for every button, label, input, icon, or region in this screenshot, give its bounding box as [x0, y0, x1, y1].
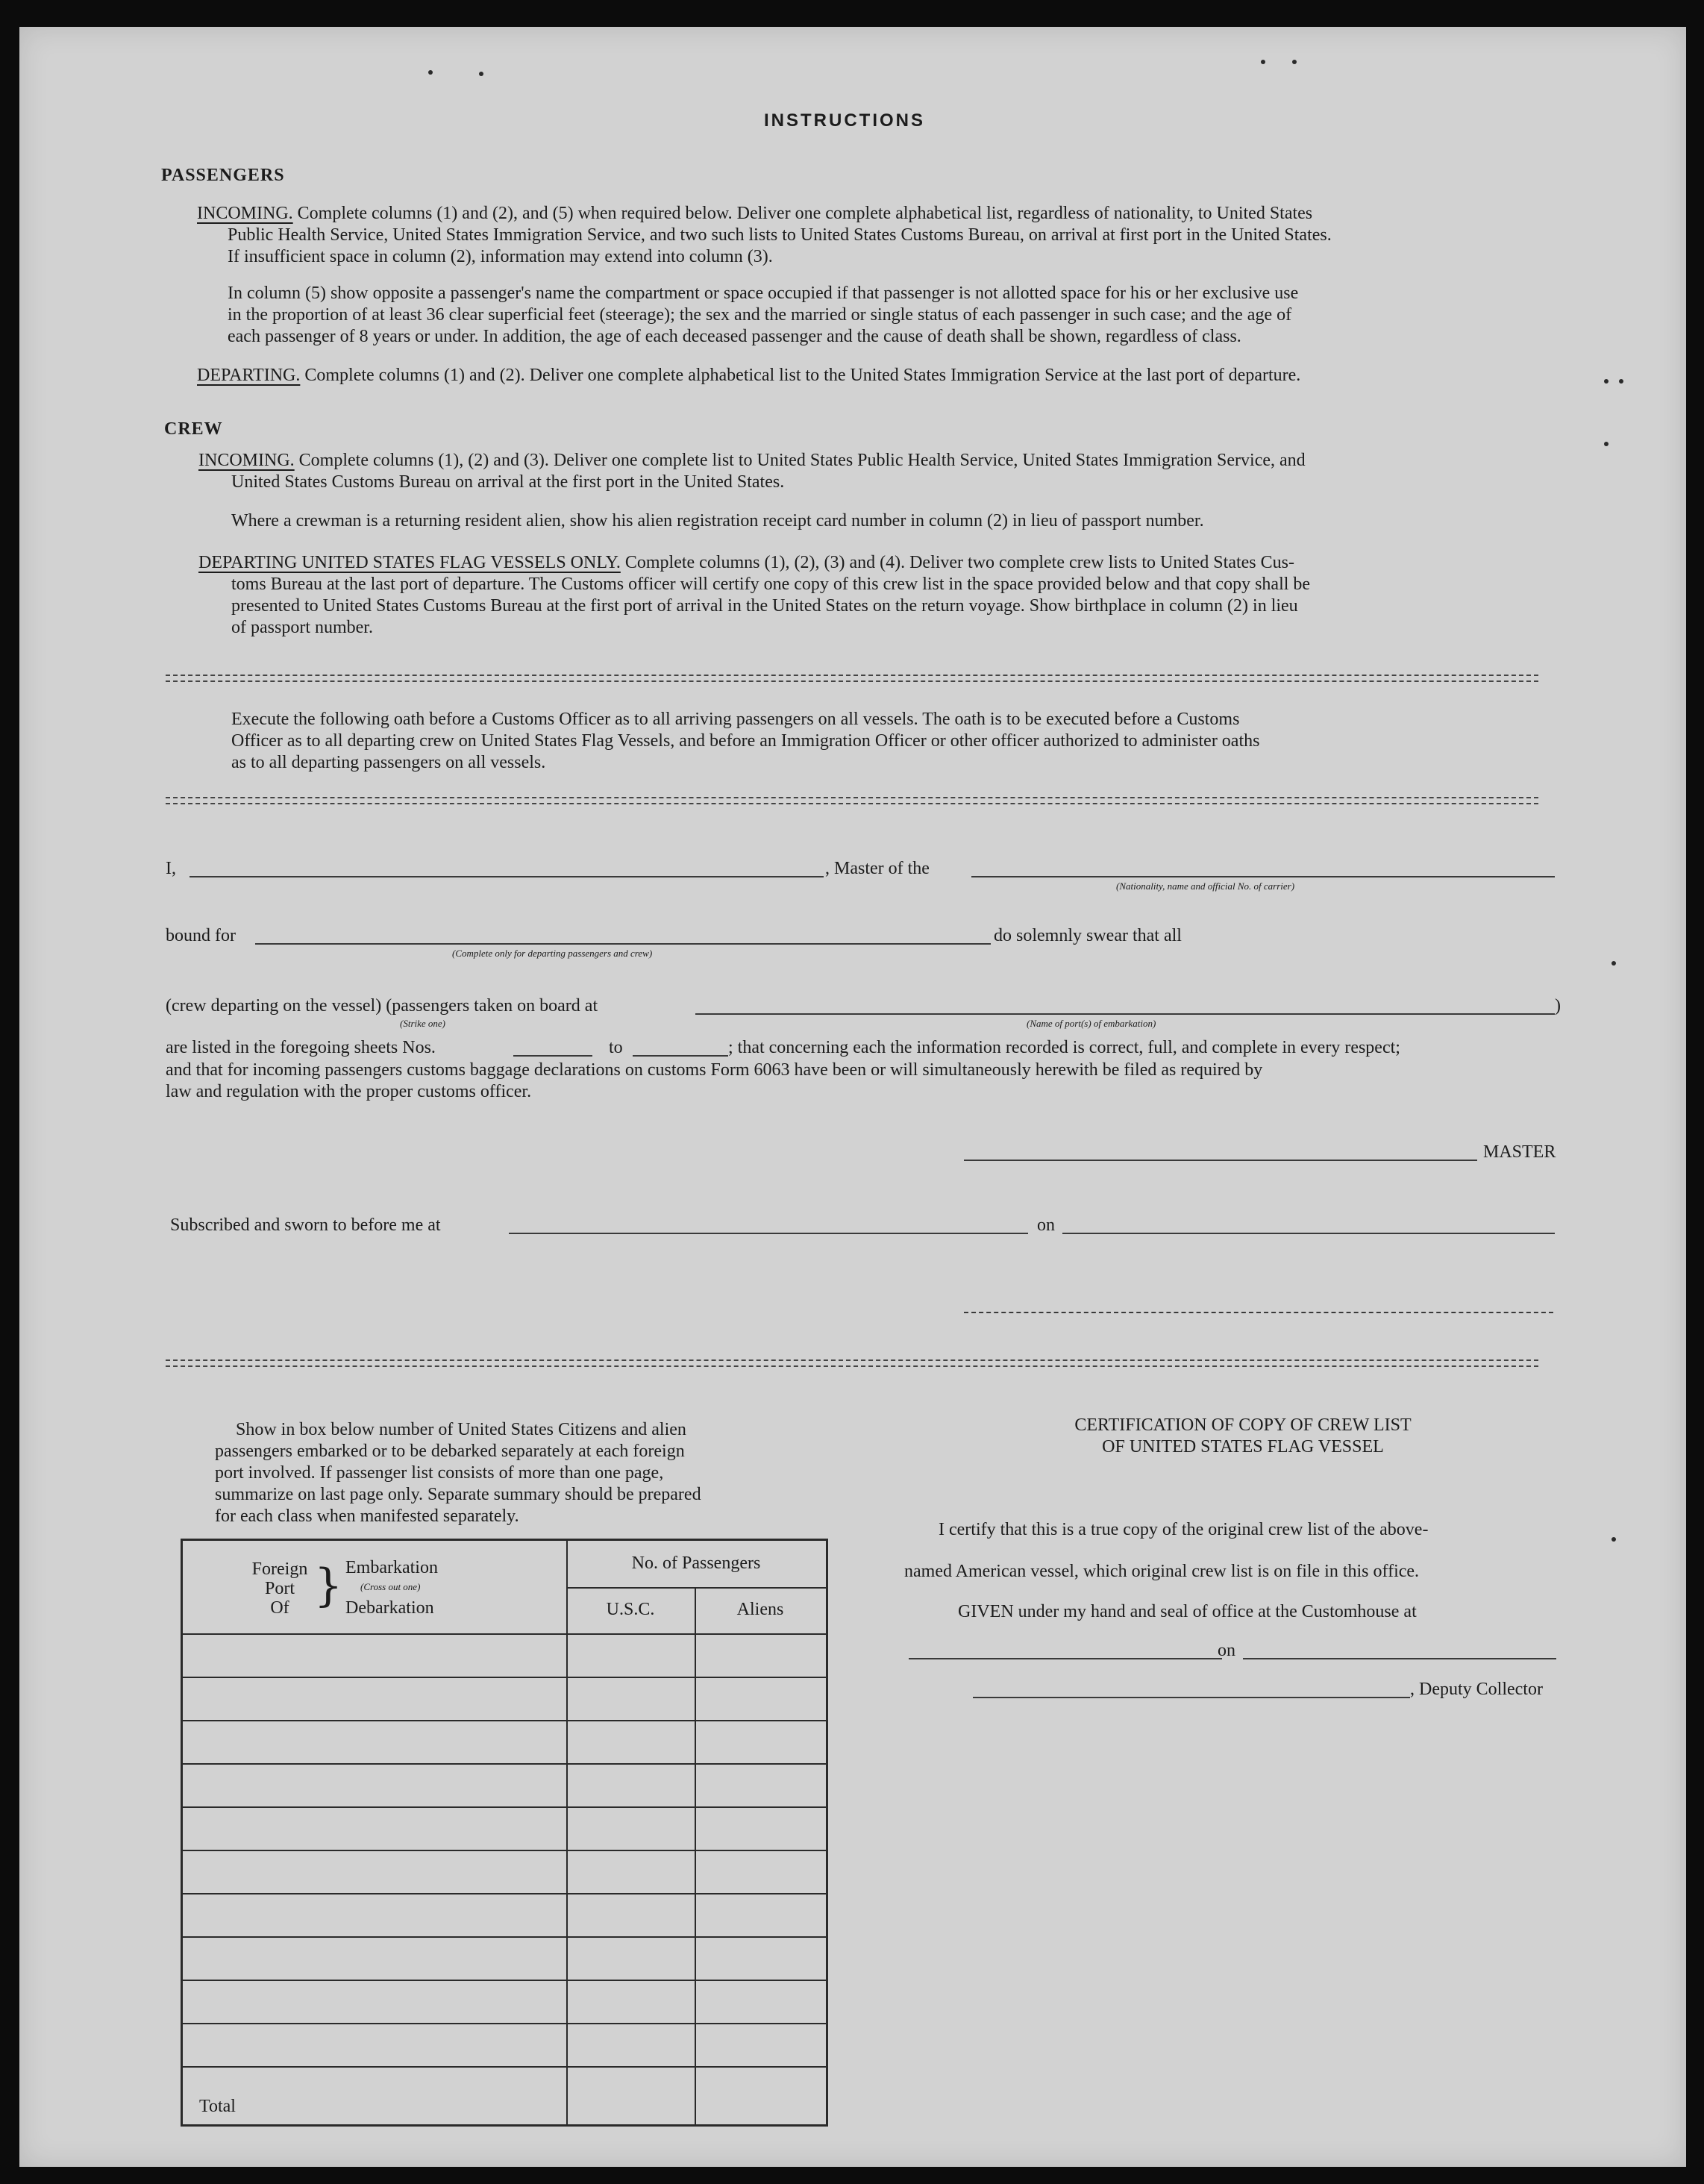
listed-line-1-rest: ; that concerning each the information recorded is correct, full, and complete in every respect;	[728, 1038, 1400, 1057]
certification-date-field[interactable]	[1243, 1658, 1556, 1659]
passengers-incoming-line-2: Public Health Service, United States Immigration Service, and two such lists to United States Customs Bureau, on arrival at first port in the United States.	[228, 225, 1332, 245]
carrier-note: (Nationality, name and official No. of carrier)	[1116, 880, 1295, 892]
scan-speck	[1619, 379, 1623, 384]
strike-note: (Strike one)	[400, 1018, 446, 1029]
table-row	[183, 1677, 826, 1678]
swear-label: do solemnly swear that all	[994, 926, 1182, 945]
oath-i-label: I,	[166, 859, 176, 878]
column5-line-1: In column (5) show opposite a passenger's name the compartment or space occupied if that passenger is not allotted space for his or her exclusive use	[228, 284, 1299, 303]
certification-line-3: GIVEN under my hand and seal of office at the Customhouse at	[958, 1602, 1417, 1621]
crew-departing-label-oath: (crew departing on the vessel) (passengers taken on board at	[166, 996, 598, 1016]
listed-sheets-label: are listed in the foregoing sheets Nos.	[166, 1038, 436, 1057]
certification-on-label: on	[1218, 1641, 1235, 1660]
column5-line-3: each passenger of 8 years or under. In addition, the age of each deceased passenger and the cause of death shall be shown, regardless of class.	[228, 327, 1241, 346]
close-paren: )	[1555, 996, 1561, 1016]
table-total-label: Total	[199, 2097, 236, 2116]
sworn-on-label: on	[1037, 1215, 1055, 1235]
table-row	[183, 1980, 826, 1981]
certification-title-2: OF UNITED STATES FLAG VESSEL	[1102, 1437, 1384, 1456]
passengers-departing-label: DEPARTING.	[197, 366, 301, 385]
bound-for-label: bound for	[166, 926, 236, 945]
carrier-field[interactable]	[971, 876, 1555, 877]
crew-departing-label: DEPARTING UNITED STATES FLAG VESSELS ONLY.	[198, 553, 621, 572]
section-separator	[166, 675, 1538, 682]
listed-to-label: to	[609, 1038, 623, 1057]
certification-title-1: CERTIFICATION OF COPY OF CREW LIST	[1074, 1415, 1412, 1435]
deputy-collector-signature-field[interactable]	[973, 1697, 1410, 1698]
table-row	[183, 1936, 826, 1938]
sheet-to-field[interactable]	[633, 1055, 728, 1057]
section-separator	[166, 1359, 1538, 1367]
oath-intro-line-3: as to all departing passengers on all vessels.	[231, 753, 546, 772]
header-debarkation: Debarkation	[345, 1598, 434, 1618]
crew-departing-line-3: presented to United States Customs Bureau at the first port of arrival in the United States on the return voyage. Show birthplace in column (2) in lieu	[231, 596, 1298, 616]
table-row	[183, 1850, 826, 1851]
scan-speck	[1611, 1537, 1616, 1542]
scan-speck	[479, 72, 483, 76]
table-column-divider	[695, 1587, 696, 2124]
bound-for-field[interactable]	[255, 943, 991, 945]
master-name-field[interactable]	[189, 876, 824, 877]
crew-section-title: CREW	[164, 419, 223, 439]
header-foreign: Foreign	[251, 1559, 308, 1579]
table-column-divider	[566, 1541, 568, 2124]
certification-line-2: named American vessel, which original crew list is on file in this office.	[904, 1562, 1420, 1581]
passengers-incoming-line-1: INCOMING. Complete columns (1) and (2), and (5) when required below. Deliver one complete alphabetical list, regardless of nationality, to United States	[197, 204, 1313, 223]
oath-intro-line-1: Execute the following oath before a Customs Officer as to all arriving passengers on all vessels. The oath is to be executed before a Customs	[231, 710, 1240, 729]
header-brace: }	[314, 1559, 343, 1612]
crew-departing-line-1: DEPARTING UNITED STATES FLAG VESSELS ONLY. Complete columns (1), (2), (3) and (4). Deliver two complete crew lists to United States Cus-	[198, 553, 1294, 572]
listed-line-2: and that for incoming passengers customs baggage declarations on customs Form 6063 have been or will simultaneously herewith be filed as required by	[166, 1060, 1263, 1080]
sheet-from-field[interactable]	[513, 1055, 592, 1057]
scan-speck	[1611, 961, 1616, 966]
customhouse-field[interactable]	[909, 1658, 1222, 1659]
header-of: Of	[270, 1598, 289, 1618]
passenger-summary-table	[181, 1539, 828, 2127]
column5-line-2: in the proportion of at least 36 clear superficial feet (steerage); the sex and the married or single status of each passenger in such case; and the age of	[228, 305, 1292, 325]
summary-line-3: port involved. If passenger list consists of more than one page,	[215, 1463, 664, 1483]
deputy-collector-label: , Deputy Collector	[1410, 1680, 1543, 1699]
table-row	[183, 2066, 826, 2068]
table-row	[183, 1720, 826, 1721]
scan-speck	[428, 70, 433, 75]
document-page	[19, 27, 1686, 2167]
crew-resident-text: Where a crewman is a returning resident alien, show his alien registration receipt card number in column (2) in lieu of passport number.	[231, 511, 1204, 531]
passengers-departing-line: DEPARTING. Complete columns (1) and (2). Deliver one complete alphabetical list to the United States Immigration Service at the last port of departure.	[197, 366, 1301, 385]
section-separator	[166, 797, 1538, 804]
table-header-divider	[566, 1587, 826, 1589]
summary-line-2: passengers embarked or to be debarked separately at each foreign	[215, 1442, 685, 1461]
header-cross-out: (Cross out one)	[360, 1581, 421, 1592]
page-title: INSTRUCTIONS	[764, 110, 925, 131]
table-header-bottom	[183, 1633, 826, 1635]
scan-speck	[1261, 60, 1265, 64]
subscribed-label: Subscribed and sworn to before me at	[170, 1215, 441, 1235]
listed-line-3: law and regulation with the proper customs officer.	[166, 1082, 532, 1101]
summary-line-1: Show in box below number of United States Citizens and alien	[236, 1420, 686, 1439]
crew-incoming-line-2: United States Customs Bureau on arrival at the first port in the United States.	[231, 472, 785, 492]
header-aliens: Aliens	[736, 1600, 784, 1619]
scan-speck	[1604, 442, 1609, 446]
crew-incoming-label: INCOMING.	[198, 451, 295, 470]
master-signature-field[interactable]	[964, 1160, 1477, 1161]
oath-intro-line-2: Officer as to all departing crew on United States Flag Vessels, and before an Immigration Officer or other officer authorized to administer oaths	[231, 731, 1260, 751]
master-signature-label: MASTER	[1483, 1142, 1556, 1162]
table-row	[183, 1806, 826, 1808]
summary-line-4: summarize on last page only. Separate summary should be prepared	[215, 1485, 701, 1504]
officer-signature-field[interactable]	[964, 1312, 1553, 1313]
table-row	[183, 1763, 826, 1765]
crew-incoming-line-1: INCOMING. Complete columns (1), (2) and (3). Deliver one complete list to United States Public Health Service, United States Immigration Service, and	[198, 451, 1306, 470]
crew-departing-line-4: of passport number.	[231, 618, 373, 637]
summary-line-5: for each class when manifested separately.	[215, 1506, 519, 1526]
certification-line-1: I certify that this is a true copy of the original crew list of the above-	[939, 1520, 1429, 1539]
sworn-date-field[interactable]	[1062, 1233, 1555, 1234]
crew-departing-line-2: toms Bureau at the last port of departure. The Customs officer will certify one copy of this crew list in the space provided below and that copy shall be	[231, 575, 1311, 594]
embarkation-port-field[interactable]	[695, 1013, 1555, 1015]
bound-for-note: (Complete only for departing passengers and crew)	[452, 948, 653, 959]
scan-speck	[1292, 60, 1297, 64]
master-of-label: , Master of the	[825, 859, 930, 878]
header-embarkation: Embarkation	[345, 1558, 438, 1577]
table-row	[183, 1893, 826, 1894]
table-row	[183, 2023, 826, 2024]
header-usc: U.S.C.	[606, 1600, 655, 1619]
passengers-incoming-line-3: If insufficient space in column (2), information may extend into column (3).	[228, 247, 773, 266]
port-note: (Name of port(s) of embarkation)	[1027, 1018, 1156, 1029]
passengers-section-title: PASSENGERS	[161, 166, 285, 185]
sworn-place-field[interactable]	[509, 1233, 1028, 1234]
scan-speck	[1604, 379, 1609, 384]
header-no-passengers: No. of Passengers	[631, 1553, 761, 1573]
header-port: Port	[264, 1579, 295, 1598]
passengers-incoming-label: INCOMING.	[197, 204, 293, 223]
